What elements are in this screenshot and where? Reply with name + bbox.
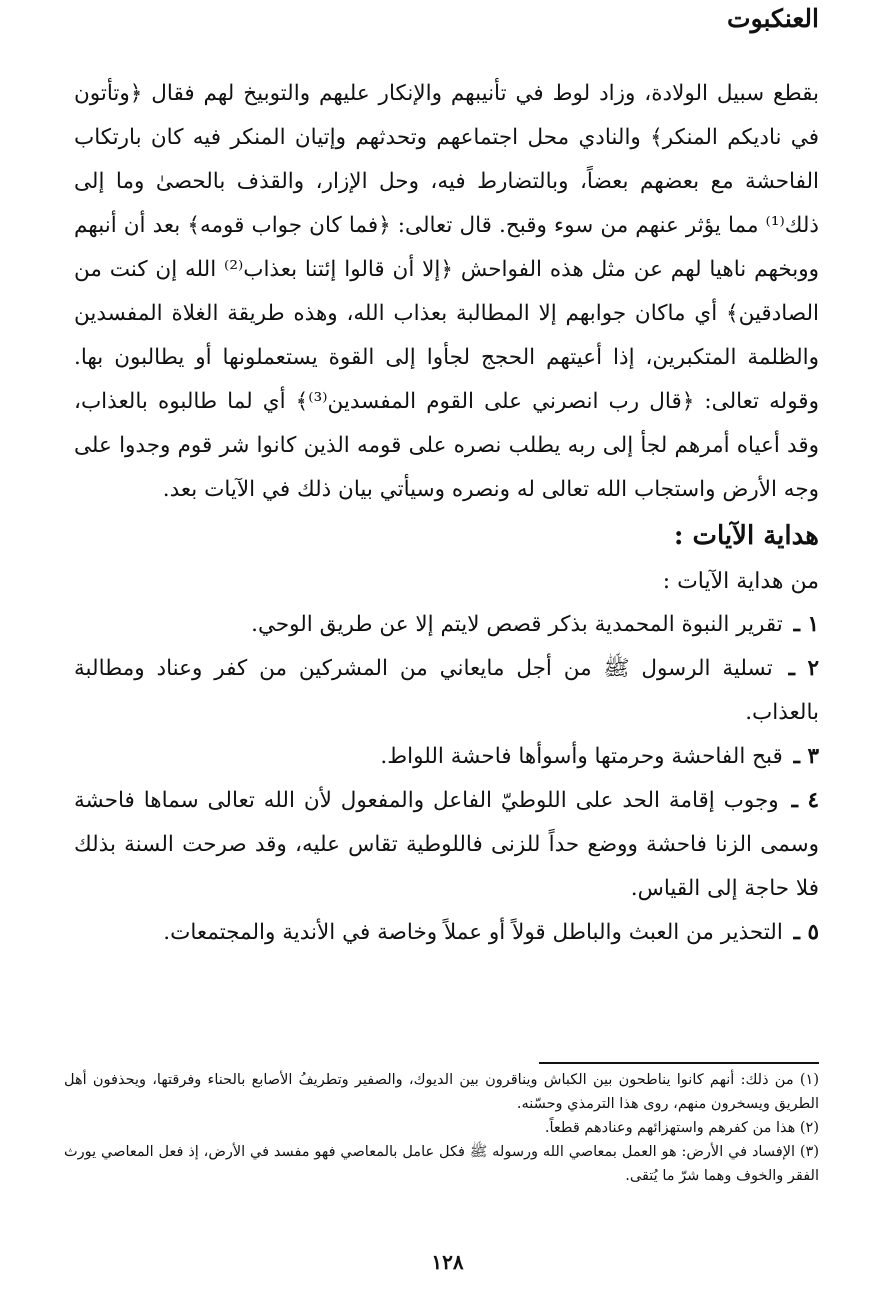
body-text [74,72,819,512]
footnote: (١) من ذلك: أنهم كانوا يناطحون بين الكباش ويناقرون بين الديوك، والصفير وتطريفُ الأصابع بالحناء وفرقتها، ويحذفون أهل الطريق ويسخرون منهم، روى هذا الترمذي وحسّنه. [64,1072,819,1112]
footnotes [64,1068,819,1188]
section-heading: هداية الآيات : [673,521,819,551]
guidance-item-text: قبح الفاحشة وحرمتها وأسوأها فاحشة اللواط. [380,744,783,769]
guidance-item [74,647,819,735]
page-number: ١٢٨ [431,1250,464,1274]
guidance-item [74,603,819,647]
guidance-item-text: تسلية الرسول ﷺ من أجل مايعاني من المشركين من كفر وعناد ومطالبة بالعذاب. [74,656,819,725]
guidance-list [74,603,819,955]
guidance-item-number: ٥ ـ [793,920,819,945]
body-paragraph: بقطع سبيل الولادة، وزاد لوط في تأنيبهم والإنكار عليهم والتوبيخ لهم فقال ﴿وتأتون في ناديكم المنكر﴾ والنادي محل اجتماعهم وتحدثهم وإتيان المنكر فيه كان بارتكاب الفاحشة مع بعضهم بعضاً، وبالتضارط فيه، وحل الإزار، والقذف بالحصىٰ وما إلى ذلك⁽¹⁾ مما يؤثر عنهم من سوء وقبح. قال تعالى: ﴿فما كان جواب قومه﴾ بعد أن أنبهم ووبخهم ناهيا لهم عن مثل هذه الفواحش ﴿إلا أن قالوا إئتنا بعذاب⁽²⁾ الله إن كنت من الصادقين﴾ أي ماكان جوابهم إلا المطالبة بعذاب الله، وهذه طريقة الغلاة المفسدين والظلمة المتكبرين، إذا أعيتهم الحجج لجأوا إلى القوة يستعملونها أو يطالبون بها. وقوله تعالى: ﴿قال رب انصرني على القوم المفسدين⁽³⁾﴾ أي لما طالبوه بالعذاب، وقد أعياه أمرهم لجأ إلى ربه يطلب نصره على قومه الذين كانوا شر قوم وجدوا على وجه الأرض واستجاب الله تعالى له ونصره وسيأتي بيان ذلك في الآيات بعد. [74,81,819,502]
guidance-item-number: ١ ـ [793,612,819,637]
guidance-item-number: ٣ ـ [793,744,819,769]
running-title: العنكبوت [727,4,819,33]
guidance-item [74,911,819,955]
guidance-item-text: تقرير النبوة المحمدية بذكر قصص لايتم إلا عن طريق الوحي. [251,612,783,637]
guidance-item [74,779,819,911]
guidance-item-text: التحذير من العبث والباطل قولاً أو عملاً وخاصة في الأندية والمجتمعات. [163,920,783,945]
section-subheading: من هداية الآيات : [662,569,819,594]
guidance-item-number: ٢ ـ [788,656,819,681]
footnote-divider [539,1062,819,1064]
guidance-item [74,735,819,779]
footnote: (٣) الإفساد في الأرض: هو العمل بمعاصي الله ورسوله ﷺ فكل عامل بالمعاصي فهو مفسد في الأرض، إذ فعل المعاصي يورث الفقر والخوف وهما شرّ ما يُتقى. [64,1144,819,1184]
guidance-item-text: وجوب إقامة الحد على اللوطيّ الفاعل والمفعول لأن الله تعالى سماها فاحشة وسمى الزنا فاحشة ووضع حداً للزنى فاللوطية تقاس عليه، وقد صرحت السنة بذلك فلا حاجة إلى القياس. [74,788,819,901]
footnote: (٢) هذا من كفرهم واستهزائهم وعنادهم قطعاً. [544,1120,819,1136]
guidance-item-number: ٤ ـ [791,788,819,813]
